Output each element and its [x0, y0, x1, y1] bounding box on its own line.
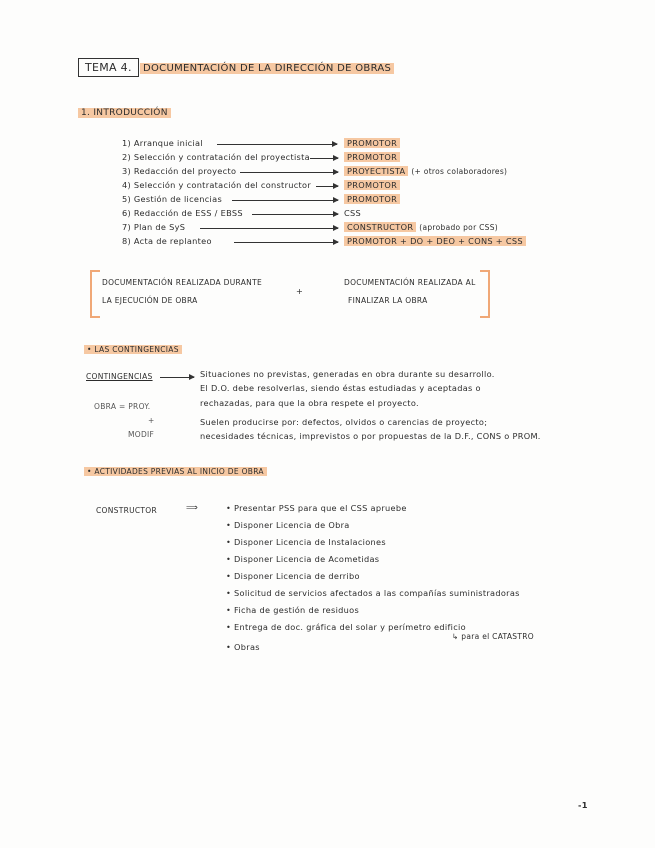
intro-item-8-right [344, 236, 526, 246]
intro-heading [78, 108, 171, 118]
intro-item-2-left: 2) Selección y contratación del proyectista [122, 152, 310, 162]
intro-item-6-right-text: CSS [344, 208, 362, 218]
intro-item-7-note: (aprobado por CSS) [419, 223, 499, 232]
tema-label: TEMA 4. [78, 58, 139, 77]
arrow-3 [240, 172, 338, 173]
actividades-item-8: • Entrega de doc. gráfica del solar y perímetro edificio [226, 622, 466, 632]
page-title [140, 63, 394, 74]
doc-left-line-1: DOCUMENTACIÓN REALIZADA DURANTE [102, 278, 262, 287]
actividades-item-2: • Disponer Licencia de Obra [226, 520, 350, 530]
doc-right-line-2: FINALIZAR LA OBRA [348, 296, 428, 305]
intro-item-7-left: 7) Plan de SyS [122, 222, 186, 232]
formula-line-1: OBRA = PROY. [94, 402, 151, 411]
contingencias-line-1: Situaciones no previstas, generadas en obra durante su desarrollo. [200, 369, 495, 379]
contingencias-heading [84, 345, 182, 354]
arrow-7 [200, 228, 338, 229]
page-title-text: DOCUMENTACIÓN DE LA DIRECCIÓN DE OBRAS [140, 63, 394, 74]
intro-item-3-right-text: PROYECTISTA [344, 166, 408, 176]
intro-item-4-right [344, 180, 400, 190]
doc-left-line-2: LA EJECUCIÓN DE OBRA [102, 296, 198, 305]
contingencias-label: CONTINGENCIAS [86, 372, 153, 381]
actividades-arrow: ⟹ [186, 502, 199, 512]
intro-heading-text: 1. INTRODUCCIÓN [78, 108, 171, 118]
intro-item-1-right-text: PROMOTOR [344, 138, 400, 148]
actividades-heading-text: • ACTIVIDADES PREVIAS AL INICIO DE OBRA [84, 467, 267, 476]
intro-item-6-left: 6) Redacción de ESS / EBSS [122, 208, 243, 218]
intro-item-3-left: 3) Redacción del proyecto [122, 166, 237, 176]
actividades-heading [84, 467, 267, 476]
actividades-item-7: • Ficha de gestión de residuos [226, 605, 360, 615]
intro-item-5-right-text: PROMOTOR [344, 194, 400, 204]
contingencias-heading-text: • LAS CONTINGENCIAS [84, 345, 182, 354]
contingencias-arrow [160, 377, 194, 378]
contingencias-line-5: necesidades técnicas, imprevistos o por propuestas de la D.F., CONS o PROM. [200, 431, 541, 441]
intro-item-2-right [344, 152, 400, 162]
arrow-6 [252, 214, 338, 215]
intro-item-6-right [344, 208, 361, 218]
actividades-item-5: • Disponer Licencia de derribo [226, 571, 360, 581]
actividades-item-6: • Solicitud de servicios afectados a las compañías suministradoras [226, 588, 520, 598]
intro-item-7-right [344, 222, 498, 232]
intro-item-8-right-text: PROMOTOR + DO + DEO + CONS + CSS [344, 236, 526, 246]
intro-item-2-right-text: PROMOTOR [344, 152, 400, 162]
contingencias-line-2: El D.O. debe resolverlas, siendo éstas estudiadas y aceptadas o [200, 383, 481, 393]
arrow-2 [310, 158, 338, 159]
arrow-8 [234, 242, 338, 243]
doc-right-line-1: DOCUMENTACIÓN REALIZADA AL [344, 278, 476, 287]
catastro-note: ↳ para el CATASTRO [452, 632, 534, 641]
intro-item-5-right [344, 194, 400, 204]
intro-item-5-left: 5) Gestión de licencias [122, 194, 223, 204]
intro-item-4-left: 4) Selección y contratación del constructor [122, 180, 312, 190]
intro-item-3-note: (+ otros colaboradores) [411, 167, 508, 176]
page-number: -1 [578, 800, 588, 810]
intro-item-1-left: 1) Arranque inicial [122, 138, 203, 148]
arrow-5 [232, 200, 338, 201]
actividades-item-1: • Presentar PSS para que el CSS apruebe [226, 503, 407, 513]
formula-line-2: + [148, 416, 155, 425]
bracket-right [480, 270, 490, 318]
intro-item-8-left: 8) Acta de replanteo [122, 236, 212, 246]
contingencias-line-3: rechazadas, para que la obra respete el proyecto. [200, 398, 419, 408]
doc-plus: + [296, 286, 304, 296]
intro-item-1-right [344, 138, 400, 148]
contingencias-line-4: Suelen producirse por: defectos, olvidos o carencias de proyecto; [200, 417, 488, 427]
actividades-item-9: • Obras [226, 642, 260, 652]
intro-item-4-right-text: PROMOTOR [344, 180, 400, 190]
actividades-item-4: • Disponer Licencia de Acometidas [226, 554, 380, 564]
actividades-item-3: • Disponer Licencia de Instalaciones [226, 537, 386, 547]
intro-item-7-right-text: CONSTRUCTOR [344, 222, 416, 232]
arrow-1 [217, 144, 337, 145]
formula-line-3: MODIF [128, 430, 155, 439]
bracket-left [90, 270, 100, 318]
intro-item-3-right [344, 166, 507, 176]
actividades-label: CONSTRUCTOR [96, 506, 158, 515]
arrow-4 [316, 186, 338, 187]
